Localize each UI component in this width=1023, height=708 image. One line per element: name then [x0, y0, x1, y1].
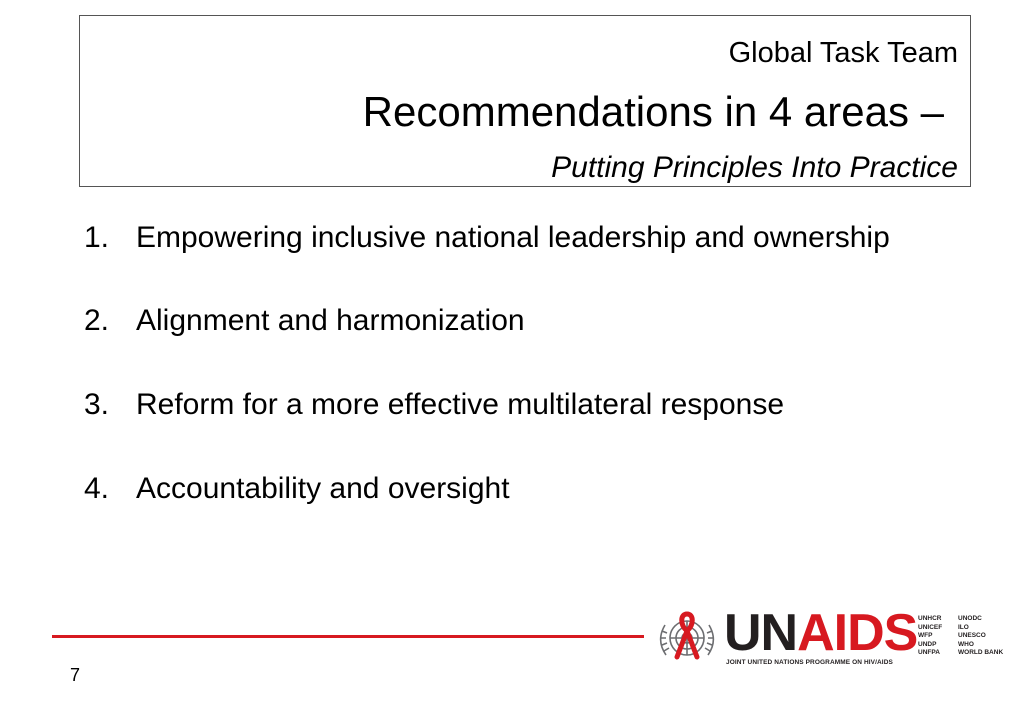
cosponsor: UNFPA: [918, 649, 940, 657]
list-item: [82, 219, 962, 256]
item-number: 4.: [84, 472, 110, 505]
cosponsor: UNHCR: [918, 615, 942, 622]
item-text: Reform for a more effective multilateral response: [136, 388, 785, 421]
item-number: 1.: [84, 221, 110, 254]
cosponsor: ILO: [958, 623, 969, 631]
cosponsor-column: [958, 615, 1003, 658]
un-emblem-icon: [656, 611, 718, 665]
item-text: Empowering inclusive national leadership and ownership: [136, 221, 890, 254]
slide-title: Recommendations in 4 areas –: [362, 88, 944, 135]
cosponsor: UNODC: [958, 615, 982, 622]
item-number: 2.: [84, 304, 110, 337]
item-text: Alignment and harmonization: [136, 304, 525, 337]
page-number: 7: [70, 665, 81, 685]
footer-divider: [52, 635, 644, 638]
cosponsor: WORLD BANK: [958, 649, 1004, 657]
item-number: 3.: [84, 388, 110, 421]
unaids-wordmark: [724, 604, 918, 662]
recommendations-list: [82, 219, 962, 553]
item-text: Accountability and oversight: [136, 472, 510, 505]
cosponsor-column: [918, 615, 942, 658]
list-item: [82, 470, 962, 507]
cosponsor: WHO: [958, 640, 974, 648]
cosponsor: UNESCO: [958, 632, 986, 640]
title-line-1: Global Task Team: [728, 37, 958, 69]
unaids-logo: [656, 605, 1016, 667]
title-box: [79, 15, 971, 187]
subtitle: Putting Principles Into Practice: [551, 151, 958, 184]
logo-tagline: JOINT UNITED NATIONS PROGRAMME ON HIV/AIDS: [726, 659, 893, 666]
wordmark-aids: AIDS: [797, 604, 918, 662]
cosponsor-list: [918, 615, 1014, 659]
cosponsor: UNDP: [918, 640, 937, 648]
list-item: [82, 386, 962, 423]
cosponsor: UNICEF: [918, 623, 943, 631]
cosponsor: WFP: [918, 632, 933, 640]
wordmark-un: UN: [724, 604, 798, 662]
list-item: [82, 302, 962, 339]
